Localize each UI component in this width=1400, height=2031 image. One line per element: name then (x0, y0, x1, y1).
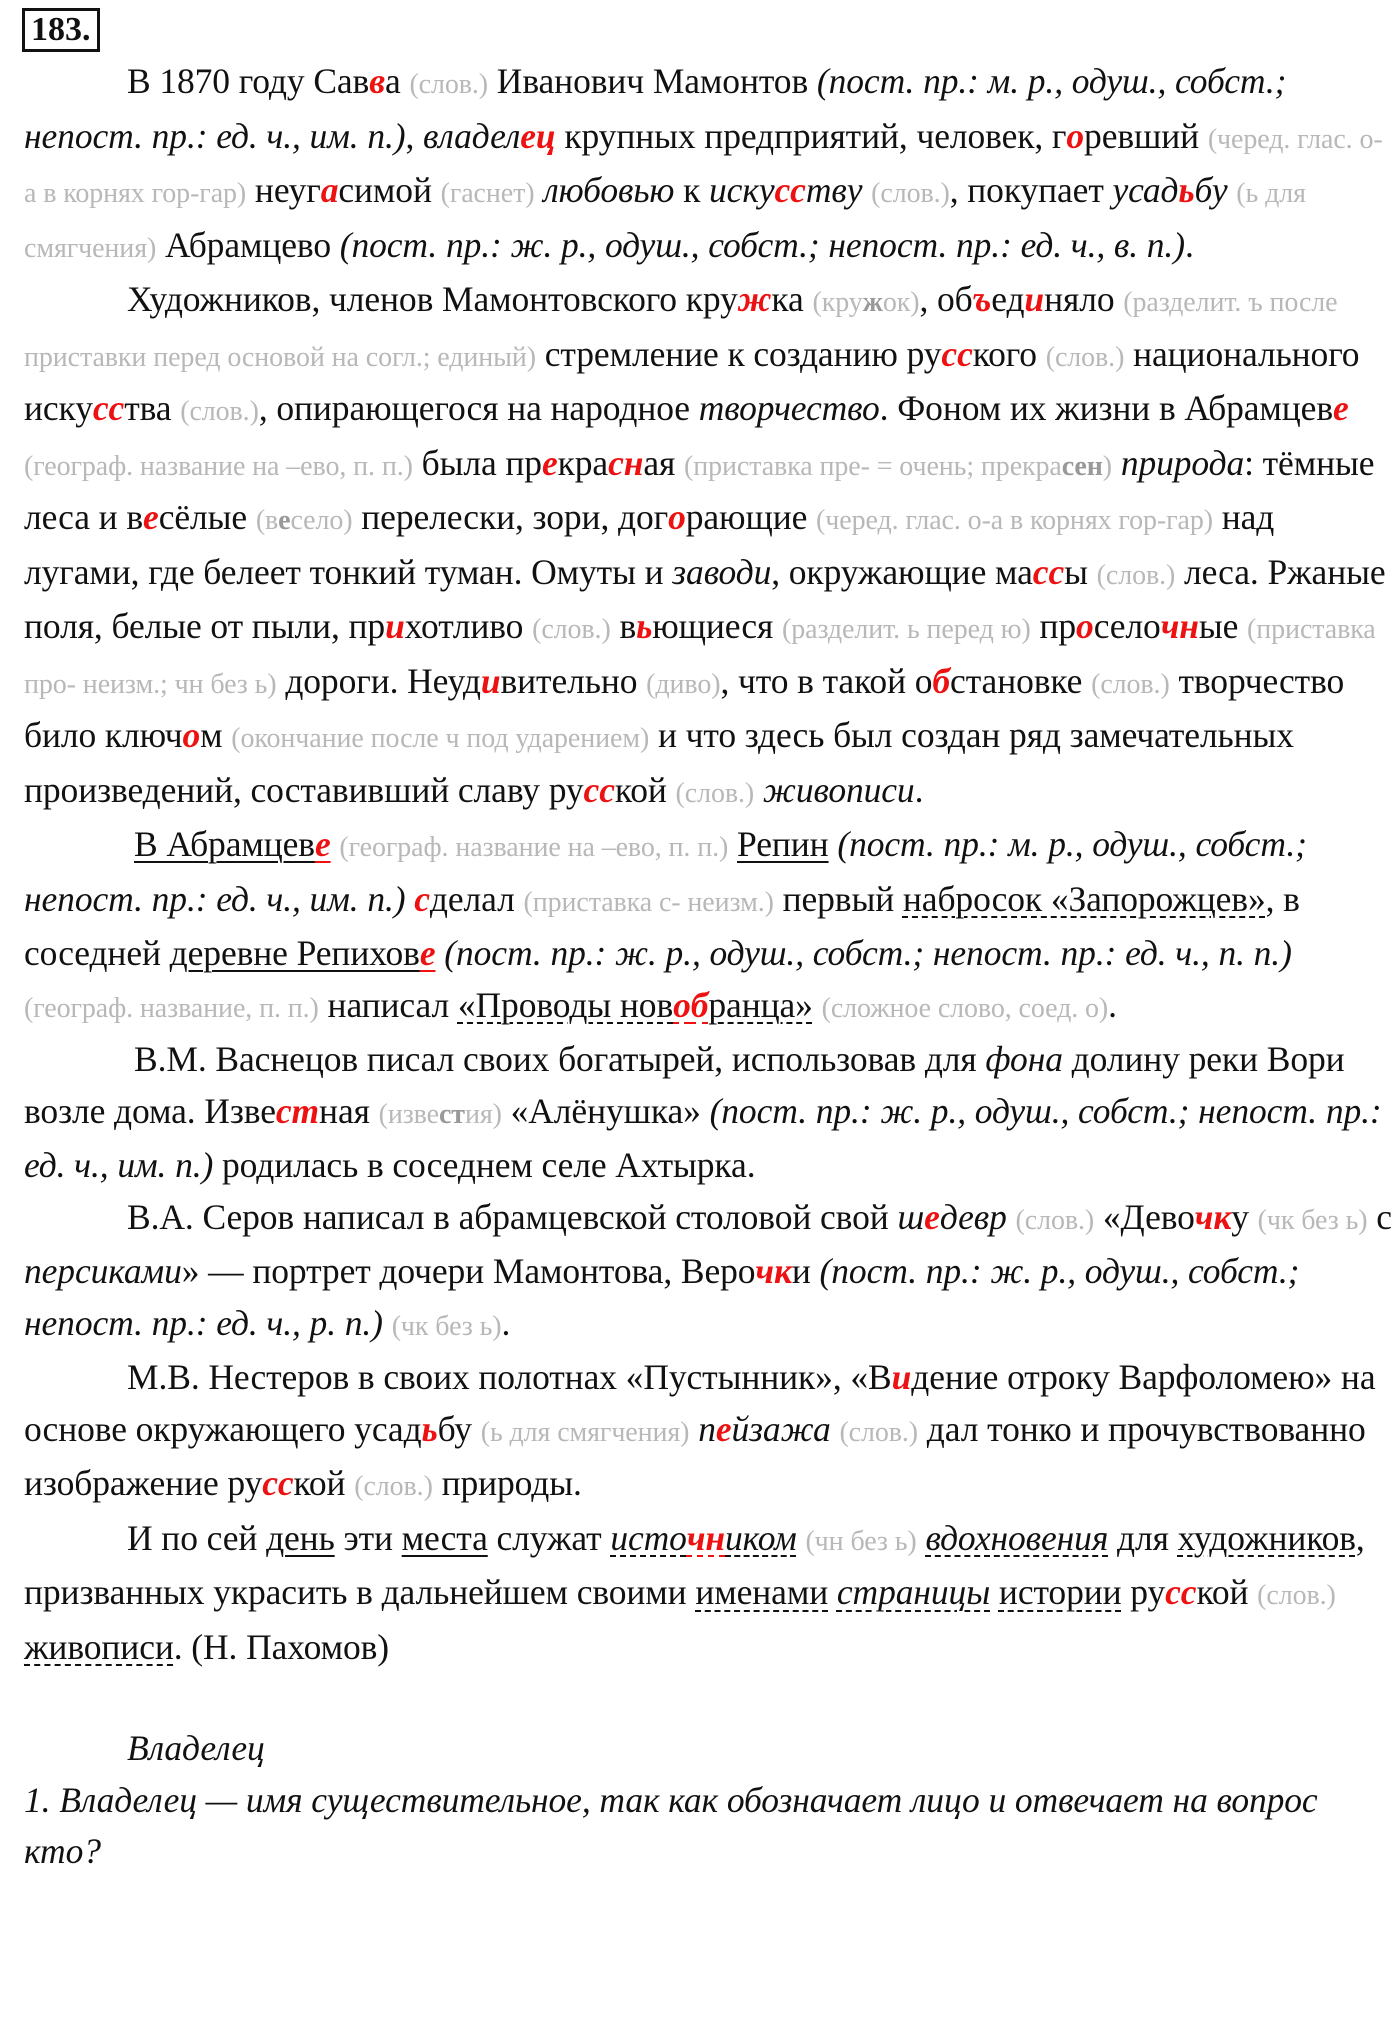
text-run: страницы (836, 1572, 991, 1612)
text-run: «Проводы нов (457, 984, 674, 1025)
text-run: рающие (685, 497, 817, 537)
highlighted-letter: сс (92, 388, 125, 428)
text-run: творчество (698, 388, 880, 428)
paragraph-1 (24, 56, 1394, 274)
text-run: (пост. пр.: ж. р., одуш., собст.; непост. пр.: ед. ч., р. п.) (24, 1251, 1300, 1343)
paragraph-3 (24, 819, 1394, 1034)
text-run: кой (614, 769, 676, 810)
text-run: ш (897, 1196, 925, 1237)
text-run: , покупает (949, 170, 1113, 210)
text-run: у (1231, 1196, 1258, 1237)
spelling-note: (кру (812, 287, 863, 318)
text-run: , призванных украсить в дальнейшем своими (24, 1517, 1365, 1612)
spelling-note: (географ. название на –ево, п. п.) (339, 832, 729, 863)
spelling-note: е (278, 505, 291, 536)
text-run: усад (1112, 170, 1179, 210)
spelling-note: (слов.) (354, 1471, 433, 1502)
text-run: кра (557, 442, 609, 483)
text-run: день (266, 1517, 335, 1558)
text-run: истории (998, 1572, 1122, 1612)
text-run: именами (695, 1572, 829, 1612)
text-run: долину реки Вори возле дома. Изве (24, 1039, 1345, 1131)
highlighted-letter: сс (774, 170, 806, 210)
text-run: . (501, 1302, 511, 1343)
text-run: леса. Ржаные поля, белые от пыли, пр (24, 551, 1386, 646)
text-run: фона (985, 1039, 1063, 1079)
text-run: первый (773, 878, 903, 919)
text-run: (пост. пр.: ж. р., одуш., собст.; непост. пр.: ед. ч., им. п.) (24, 1090, 1382, 1185)
highlighted-letter: о (668, 497, 686, 537)
text-run: кой (293, 1463, 355, 1503)
text-run: и (791, 1251, 820, 1291)
spelling-note: (черед. глас. о-а в корнях гор-гар) (24, 123, 1383, 209)
highlighted-letter: чк (755, 1251, 792, 1291)
spelling-note: (слов.) (675, 777, 755, 809)
text-run: . (Н. Пахомов) (173, 1626, 389, 1667)
text-run: ка (771, 279, 813, 319)
spelling-note: (чн без ь) (805, 1525, 917, 1557)
text-run: ая (643, 442, 685, 483)
text-run: В Абрамцев (134, 824, 315, 864)
text-run: Репин (737, 824, 829, 864)
highlighted-letter: и (891, 1357, 912, 1397)
text-run (828, 1572, 837, 1612)
highlighted-letter: е (541, 442, 558, 483)
text-run: ревший (1084, 115, 1208, 156)
text-run: . (914, 769, 924, 810)
text-run: кой (1196, 1572, 1258, 1612)
highlighted-letter: сн (608, 442, 644, 483)
text-run: дороги. Неуд (276, 660, 481, 701)
text-run: , в соседней (24, 878, 1300, 973)
spelling-note: (в (255, 505, 279, 536)
spelling-note: (чк без ь) (1257, 1204, 1368, 1236)
text-run: родилась в соседнем селе Ахтырка. (213, 1145, 756, 1185)
highlighted-letter: и (480, 660, 501, 701)
highlighted-letter: е (143, 497, 159, 537)
text-run: неуг (246, 170, 321, 210)
text-run: , опирающегося на народное (258, 388, 699, 428)
text-run: служат (487, 1517, 611, 1558)
text-run: В.А. Серов написал в абрамцевской столовой свой (127, 1196, 898, 1237)
text-run: была пр (412, 442, 542, 483)
highlighted-letter: б (932, 660, 951, 701)
text-run (436, 933, 445, 973)
text-run: ранца» (708, 984, 813, 1025)
text-run: «Дево (1094, 1196, 1195, 1237)
text-run: (пост. пр.: ж. р., одуш., собст.; непост. пр.: ед. ч., п. п.) (444, 933, 1292, 973)
text-run: село (1093, 606, 1161, 646)
text-run: и что здесь был создан ряд замечательных произведений, составивший славу ру (24, 715, 1294, 810)
spelling-note: ж (862, 287, 883, 318)
spelling-note: (слов.) (871, 178, 950, 209)
text-run: национального иску (24, 333, 1360, 428)
text-run: живописи (24, 1626, 174, 1667)
text-run: любовью (534, 170, 675, 210)
text-run: деревне Репихов (169, 933, 420, 973)
text-run: делал (429, 878, 524, 919)
text-run (383, 1303, 392, 1343)
text-run (813, 985, 822, 1025)
text-run: эти (334, 1517, 402, 1558)
highlighted-letter: е (924, 1196, 940, 1237)
text-run: М.В. Нестеров в своих полотнах «Пустынник», «В (127, 1357, 892, 1397)
document (24, 8, 1394, 1878)
text-run: перелески, зори, дог (352, 497, 669, 537)
spelling-note: село) (290, 505, 353, 536)
text-run: иску (709, 170, 775, 210)
text-run: В 1870 году Сав (127, 61, 370, 101)
highlighted-letter: е (314, 824, 331, 864)
spelling-note: (слов.) (839, 1416, 919, 1448)
text-run (728, 824, 737, 864)
text-run: дение отроку Варфоломею» на основе окружающего усад (24, 1357, 1376, 1449)
text-run: исто (610, 1517, 687, 1558)
text-run: с (1367, 1196, 1392, 1237)
spelling-note: ст (438, 1098, 465, 1130)
highlighted-letter: сс (262, 1463, 294, 1503)
highlighted-letter: о (1076, 606, 1094, 646)
text-run: становке (950, 660, 1092, 701)
text-run: природы. (432, 1463, 582, 1503)
spelling-note: ок) (882, 287, 920, 318)
text-run: Абрамцево (156, 224, 340, 265)
highlighted-letter: ц (535, 115, 556, 156)
highlighted-letter: е (520, 115, 536, 156)
text-run (689, 1409, 698, 1449)
text-run: творчество било ключ (24, 660, 1345, 755)
text-run: написал (318, 984, 458, 1025)
highlighted-letter: ж (737, 279, 772, 319)
text-run: . (1184, 224, 1194, 265)
spelling-note: (черед. глас. о-а в корнях гор-гар) (816, 505, 1213, 536)
spelling-note: (слов.) (1096, 559, 1176, 591)
text-run: заводи (672, 551, 772, 592)
analysis-item-1: 1. Владелец — имя существительное, так как обозначает лицо и отвечает на вопрос кто? (24, 1779, 1318, 1871)
text-run: , что в такой о (720, 660, 933, 701)
highlighted-letter: о (673, 984, 691, 1025)
text-run: пр (1030, 606, 1077, 646)
text-run: п (698, 1408, 716, 1449)
spelling-note: (приставка пре- = очень; прекра (684, 450, 1062, 482)
spelling-note: (географ. название на –ево, п. п.) (24, 450, 413, 482)
text-run (1007, 1197, 1016, 1237)
highlighted-letter: а (320, 170, 339, 210)
text-run: йзажа (731, 1408, 831, 1449)
spelling-note: (разделит. ь перед ю) (782, 614, 1031, 645)
spelling-note: (приставка с- неизм.) (523, 886, 774, 918)
paragraph-6 (24, 1352, 1394, 1513)
spelling-note: (слов.) (1045, 341, 1125, 373)
text-run: в (610, 606, 637, 646)
highlighted-letter: ст (275, 1090, 320, 1131)
highlighted-letter: и (1024, 279, 1045, 319)
text-run: , окружающие ма (771, 551, 1033, 592)
text-run: бу (437, 1408, 481, 1449)
text-run: места (401, 1517, 488, 1558)
text-run: Иванович Мамонтов (488, 61, 817, 101)
text-run: В.М. Васнецов писал своих богатырей, использовав для (134, 1039, 986, 1079)
highlighted-letter: в (369, 61, 385, 101)
paragraph-2 (24, 274, 1394, 819)
highlighted-letter: чн (1160, 606, 1199, 646)
spelling-note: (гаснет) (440, 178, 535, 209)
text-run (1112, 443, 1121, 483)
paragraph-4 (24, 1034, 1394, 1192)
spelling-note: (слов.) (1091, 668, 1170, 700)
text-run: ые (1198, 606, 1248, 646)
text-run: симой (338, 170, 441, 210)
text-run: (пост. пр.: м. р., одуш., собст.; непост. пр.: ед. ч., им. п.) (24, 61, 1287, 156)
spelling-note: (слов.) (180, 396, 259, 427)
text-run: няло (1044, 279, 1124, 319)
spelling-note: (ь для смягчения) (480, 1416, 690, 1448)
text-run: набросок «Запорожцев» (902, 878, 1266, 919)
text-run: » — портрет дочери Мамонтова, Веро (181, 1251, 756, 1291)
spelling-note: (ь для смягчения) (24, 178, 1306, 264)
text-run: ная (319, 1090, 379, 1131)
spelling-note: ) (1102, 450, 1113, 482)
text-run: природа (1120, 442, 1245, 483)
text-run: тву (805, 170, 863, 210)
paragraph-5 (24, 1192, 1394, 1353)
highlighted-letter: ь (636, 606, 653, 646)
text-run: (пост. пр.: м. р., одуш., собст.; непост. пр.: ед. ч., им. п.) (24, 824, 1307, 919)
text-run: ы (1064, 551, 1097, 592)
text-run: ру (1121, 1572, 1166, 1612)
highlighted-letter: б (690, 984, 709, 1025)
highlighted-letter: ь (1178, 170, 1195, 210)
text-run: крупных предприятий, человек, г (555, 115, 1067, 156)
spelling-note: (географ. название, п. п.) (24, 992, 319, 1024)
highlighted-letter: ъ (972, 279, 992, 319)
text-run: персиками (24, 1251, 182, 1291)
highlighted-letter: сс (1165, 1572, 1197, 1612)
spelling-note: (сложное слово, соед. о) (821, 992, 1109, 1024)
text-run: хотливо (404, 606, 533, 646)
highlighted-letter: е (419, 933, 436, 973)
text-run: : тёмные леса и в (24, 442, 1375, 537)
highlighted-letter: и (385, 606, 405, 646)
spelling-note: (чк без ь) (391, 1310, 502, 1342)
text-run: . Фоном их жизни в Абрамцев (879, 388, 1333, 428)
highlighted-letter: сс (583, 769, 615, 810)
highlighted-letter: чк (1194, 1196, 1232, 1237)
analysis-heading: Владелец (127, 1728, 265, 1768)
text-run (405, 879, 414, 919)
spelling-note: (слов.) (1257, 1580, 1336, 1611)
text-run: , об (919, 279, 973, 319)
text-run: Художников, членов Мамонтовского кру (127, 279, 738, 319)
text-run: девр (939, 1196, 1007, 1237)
exercise-number (24, 8, 1394, 52)
text-run: . (1108, 984, 1117, 1025)
text-run: художников (1177, 1517, 1356, 1558)
text-run: сёлые (158, 497, 256, 537)
spelling-note: (окончание после ч под ударением) (231, 723, 650, 754)
text-run: живописи (762, 769, 915, 810)
spelling-note: (слов.) (532, 614, 611, 645)
exercise-number-box: 183. (22, 8, 100, 52)
spelling-note: (слов.) (409, 69, 489, 100)
text-run: (пост. пр.: ж. р., одуш., собст.; непост. пр.: ед. ч., в. п.) (339, 224, 1185, 265)
text-run: вительно (500, 660, 647, 701)
text-run: м (200, 715, 232, 755)
spelling-note: (разделит. ъ после приставки перед основой на согл.; единый) (24, 287, 1338, 373)
text-run: иком (725, 1517, 797, 1558)
spelling-note: (изве (378, 1098, 439, 1130)
highlighted-letter: о (1066, 115, 1085, 156)
text-run: к (674, 170, 710, 210)
spelling-note: (слов.) (1015, 1204, 1095, 1236)
text-run: И по сей (127, 1517, 267, 1558)
text-run (754, 770, 763, 810)
spelling-note: сен (1061, 450, 1103, 482)
text-run: тва (124, 388, 181, 428)
highlighted-letter: е (715, 1408, 732, 1449)
highlighted-letter: сс (1032, 551, 1065, 592)
text-run: «Алёнушка» (501, 1090, 710, 1131)
text-run: стремление к созданию ру (536, 333, 942, 374)
text-run: бу (1194, 170, 1228, 210)
highlighted-letter: чн (686, 1517, 725, 1558)
text-run: ед (991, 279, 1025, 319)
highlighted-letter: сс (941, 333, 973, 374)
text-run: кого (972, 333, 1046, 374)
spelling-note: (диво) (646, 668, 721, 700)
text-run (990, 1572, 999, 1612)
highlighted-letter: е (1333, 388, 1349, 428)
highlighted-letter: с (414, 878, 430, 919)
text-run: над лугами, где белеет тонкий туман. Омуты и (24, 497, 1275, 592)
word-analysis (24, 1723, 1394, 1878)
highlighted-letter: ь (421, 1408, 438, 1449)
text-run: ющиеся (652, 606, 782, 646)
highlighted-letter: о (182, 715, 201, 755)
text-run: дал тонко и прочувствованно изображение ру (24, 1408, 1366, 1503)
paragraph-7 (24, 1513, 1394, 1674)
text-run: вдохновения (925, 1517, 1109, 1558)
spelling-note: ия) (464, 1098, 502, 1130)
text-run: владел (423, 115, 521, 156)
text-run: для (1108, 1517, 1178, 1558)
spelling-note: (приставка про- неизм.; чн без ь) (24, 614, 1376, 700)
text-run: , (405, 115, 424, 156)
text-run: а (384, 61, 401, 101)
